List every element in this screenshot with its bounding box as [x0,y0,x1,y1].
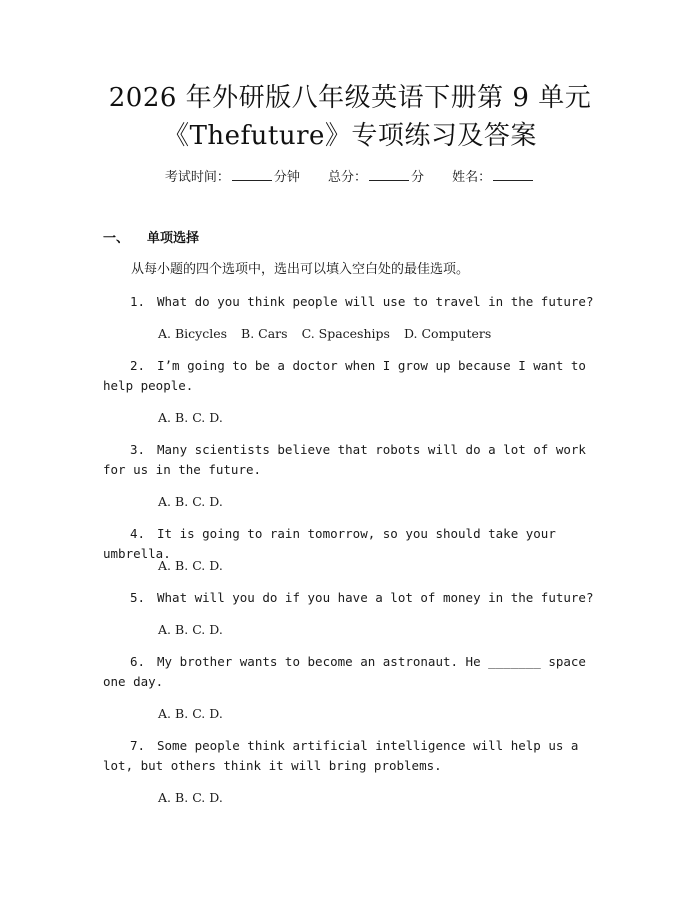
option-c[interactable]: C. [192,558,206,573]
option-a[interactable]: A. [158,410,172,425]
time-label: 考试时间： [164,170,230,185]
option-d[interactable]: D. [209,622,223,637]
options-1 [158,324,505,344]
options-4 [158,556,227,576]
section-heading [103,230,199,248]
options-6 [158,704,227,724]
question-number: 4. [130,526,146,541]
options-7 [158,788,227,808]
option-b[interactable]: B. [175,494,189,509]
option-c[interactable]: C. [192,706,206,721]
name-label: 姓名： [452,170,492,185]
option-c[interactable]: C. [192,410,206,425]
section-instruction: 从每小题的四个选项中，选出可以填入空白处的最佳选项。 [131,262,470,277]
option-a[interactable]: A. [158,494,172,509]
question-text: Some people think artificial intelligence will help us a lot, but others think it will bring problems. [103,738,579,773]
question-number: 3. [130,442,146,457]
option-c[interactable]: C. [192,622,206,637]
options-2 [158,408,227,428]
question-5 [103,588,598,608]
option-b[interactable]: B. Cars [241,326,288,341]
question-1 [103,292,598,312]
option-b[interactable]: B. [175,410,189,425]
question-text: I’m going to be a doctor when I grow up because I want to help people. [103,358,586,393]
time-unit: 分钟 [273,170,300,185]
question-3 [103,440,598,480]
option-c[interactable]: C. [192,790,206,805]
time-field [165,168,300,187]
question-number: 1. [130,294,146,309]
question-text: Many scientists believe that robots will do a lot of work for us in the future. [103,442,586,477]
option-a[interactable]: A. [158,790,172,805]
option-d[interactable]: D. [209,410,223,425]
question-text: What will you do if you have a lot of money in the future? [157,590,594,605]
option-d[interactable]: D. [209,558,223,573]
score-unit: 分 [411,170,425,185]
score-blank[interactable] [369,168,409,181]
question-number: 5. [130,590,146,605]
page-title-line-2: 《Thefuture》专项练习及答案 [163,121,537,151]
option-c[interactable]: C. [192,494,206,509]
question-7 [103,736,598,776]
option-a[interactable]: A. [158,558,172,573]
option-a[interactable]: A. [158,706,172,721]
options-5 [158,620,227,640]
question-2 [103,356,598,396]
option-b[interactable]: B. [175,706,189,721]
question-text: What do you think people will use to travel in the future? [157,294,594,309]
option-b[interactable]: B. [175,622,189,637]
option-d[interactable]: D. [209,706,223,721]
option-b[interactable]: B. [175,790,189,805]
options-3 [158,492,227,512]
option-d[interactable]: D. [209,790,223,805]
section-number: 一、 [103,231,130,246]
score-label: 总分： [327,170,367,185]
option-a[interactable]: A. Bicycles [158,326,228,341]
option-b[interactable]: B. [175,558,189,573]
exam-meta [0,168,700,187]
option-a[interactable]: A. [158,622,172,637]
name-blank[interactable] [493,168,533,181]
question-number: 2. [130,358,146,373]
question-number: 6. [130,654,146,669]
section-title: 单项选择 [147,231,200,246]
option-d[interactable]: D. Computers [403,326,492,341]
question-6 [103,652,598,692]
option-d[interactable]: D. [209,494,223,509]
question-text: My brother wants to become an astronaut. He _______ space one day. [103,654,586,689]
score-field [328,168,424,187]
option-c[interactable]: C. Spaceships [301,326,390,341]
time-blank[interactable] [232,168,272,181]
name-field [452,168,535,187]
page-title-line-1: 2026 年外研版八年级英语下册第 9 单元 [108,83,592,113]
question-number: 7. [130,738,146,753]
question-text: It is going to rain tomorrow, so you should take your umbrella. [103,526,556,561]
